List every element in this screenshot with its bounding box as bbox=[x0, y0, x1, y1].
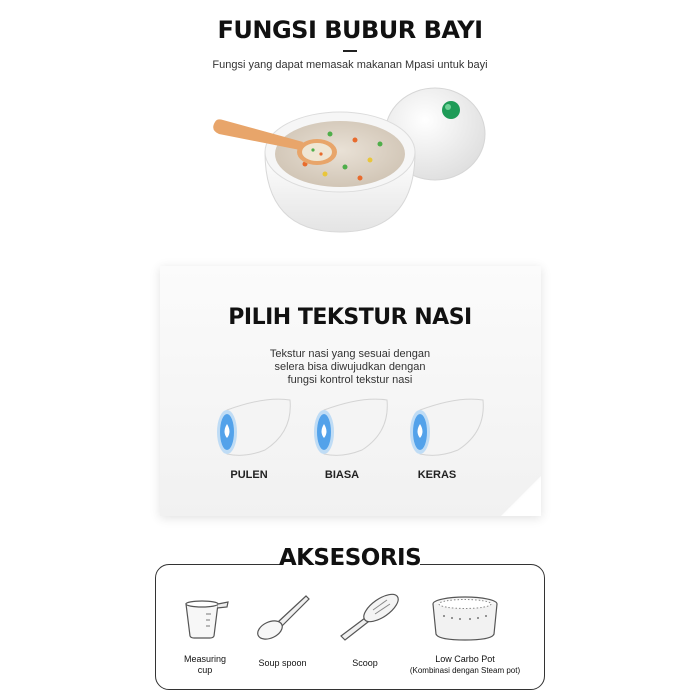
porridge-title: FUNGSI BUBUR BAYI bbox=[217, 16, 483, 44]
accessory-measuring-cup-line-2: cup bbox=[197, 665, 213, 675]
rice-grain-icon-pulen bbox=[205, 392, 295, 464]
texture-description-line-1: Tekstur nasi yang sesuai dengan bbox=[269, 348, 431, 360]
accessory-soup-spoon: Soup spoon bbox=[258, 658, 307, 668]
accessory-low-carbo-pot-note: (Kombinasi dengan Steam pot) bbox=[409, 666, 521, 675]
page-fold-corner bbox=[501, 476, 541, 516]
accessory-measuring-cup bbox=[170, 654, 240, 676]
texture-description-line-2: selera bisa diwujudkan dengan bbox=[274, 361, 426, 373]
accessory-measuring-cup-line-1: Measuring bbox=[183, 654, 227, 664]
measuring-cup-icon bbox=[180, 598, 230, 640]
rice-scoop-icon bbox=[335, 588, 401, 644]
texture-description-line-3: fungsi kontrol tekstur nasi bbox=[287, 374, 413, 386]
accessory-low-carbo-pot bbox=[400, 654, 530, 676]
title-divider bbox=[343, 50, 357, 52]
accessories-title: AKSESORIS bbox=[278, 545, 422, 571]
rice-grain-icon-keras bbox=[398, 392, 488, 464]
soup-spoon-icon bbox=[254, 592, 314, 642]
porridge-bowl-illustration bbox=[205, 82, 505, 242]
accessory-low-carbo-pot-label: Low Carbo Pot bbox=[435, 654, 495, 664]
rice-grain-icon-biasa bbox=[302, 392, 392, 464]
texture-title: PILIH TEKSTUR NASI bbox=[228, 305, 472, 330]
steam-pot-icon bbox=[430, 594, 500, 644]
porridge-subtitle: Fungsi yang dapat memasak makanan Mpasi untuk bayi bbox=[212, 59, 488, 71]
texture-option-keras: KERAS bbox=[417, 469, 457, 481]
texture-option-pulen: PULEN bbox=[230, 469, 268, 481]
texture-option-biasa: BIASA bbox=[324, 469, 360, 481]
accessory-scoop: Scoop bbox=[352, 658, 378, 668]
